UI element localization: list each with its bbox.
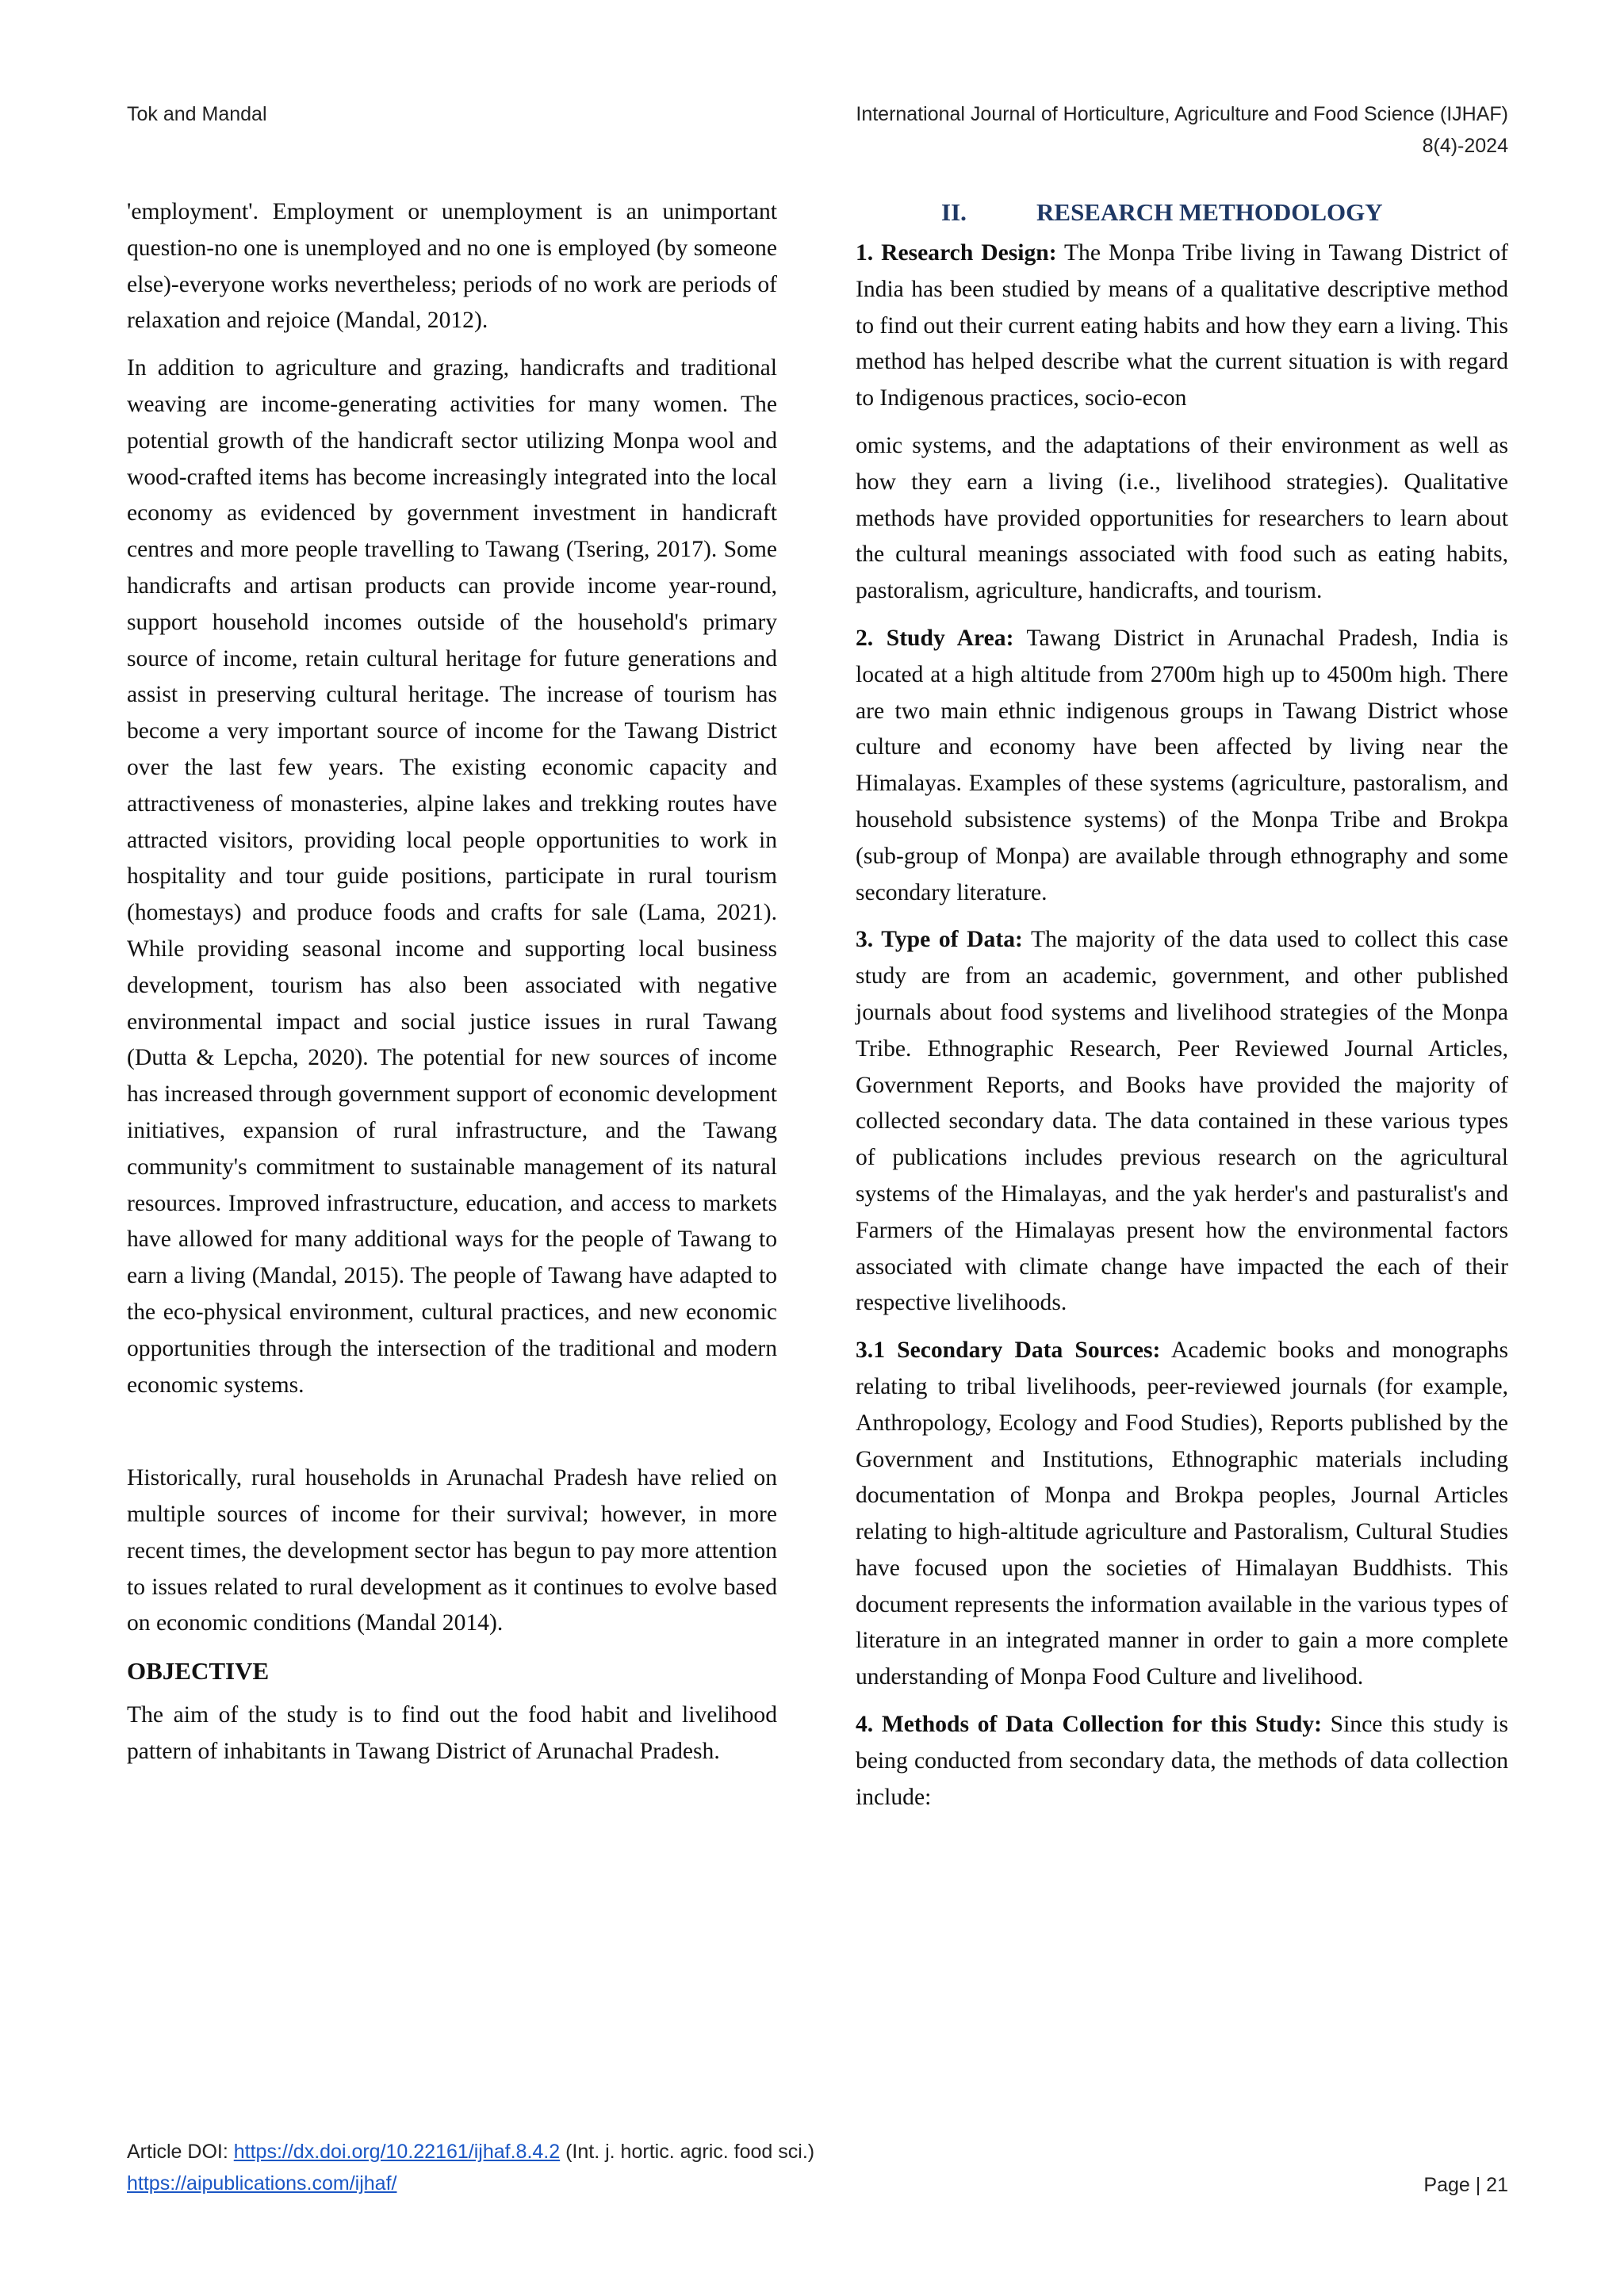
paragraph (856, 621, 1508, 911)
paragraph-text: Academic books and monographs relating to tribal livelihoods, peer-reviewed journals (for example, Anthropology, Ecology and Food Studies), Reports published by the Government and Institutions, Ethnographic materials including documentation of Monpa and Brokpa peoples, Journal Articles relating to high-altitude agriculture and Pastoralism, Cultural Studies have focused upon the societies of Himalayan Buddhists. This document represents the information available in the various types of literature in an integrated manner in order to gain a more complete understanding of Monpa Food Culture and livelihood. (856, 1337, 1508, 1690)
page-footer (127, 2136, 814, 2199)
paragraph: The aim of the study is to find out the food habit and livelihood pattern of inhabitants in Tawang District of Arunachal Pradesh. (127, 1702, 777, 1765)
subsection-label: 3.1 Secondary Data Sources: (856, 1337, 1161, 1364)
journal-name: International Journal of Horticulture, Agriculture and Food Science (IJHAF) (856, 103, 1508, 125)
paragraph-text: The majority of the data used to collect this case study are from an academic, government, and other published journals about food systems and livelihood strategies of the Monpa Tribe. Ethnographic Research, Peer Reviewed Journal Articles, Government Reports, and Books have provided the majority of collected secondary data. The data contained in these various types of publications includes previous research on the agricultural systems of the Himalayas, and the yak herder's and pasturalist's and Farmers of the Himalayas present how the environmental factors associated with climate change have impacted the each of their respective livelihoods. (856, 927, 1508, 1316)
paragraph: Historically, rural households in Arunachal Pradesh have relied on multiple sources of income for their survival; however, in more recent times, the development sector has begun to pay more attention to issues related to rural development as it continues to evolve based on economic conditions (Mandal 2014). (127, 1465, 777, 1636)
running-head-authors: Tok and Mandal (127, 103, 267, 125)
left-column (127, 194, 777, 1781)
journal-abbrev: (Int. j. hortic. agric. food sci.) (560, 2141, 815, 2163)
paragraph (856, 235, 1508, 417)
doi-label: Article DOI: (127, 2141, 234, 2163)
paragraph: In addition to agriculture and grazing, handicrafts and traditional weaving are income-generating activities for many women. The potential growth of the handicraft sector utilizing Monpa wool and wood-crafted items has become increasingly integrated into the local economy as evidenced by government investment in handicraft centres and more people travelling to Tawang (Tsering, 2017). Some handicrafts and artisan products can provide income year-round, support household incomes outside of the household's primary source of income, retain cultural heritage for future generations and assist in preserving cultural heritage. The increase of tourism has become a very important source of income for the Tawang District over the last few years. The existing economic capacity and attractiveness of monasteries, alpine lakes and trekking routes have attracted visitors, providing local people opportunities to work in hospitality and tour guide positions, participate in rural tourism (homestays) and produce foods and crafts for sale (Lama, 2021). While providing seasonal income and supporting local business development, tourism has also been associated with negative environmental impact and social justice issues in rural Tawang (Dutta & Lepcha, 2020). The potential for new sources of income has increased through government support of economic development initiatives, expansion of rural infrastructure, and the Tawang community's commitment to sustainable management of its natural resources. Improved infrastructure, education, and access to markets have allowed for many additional ways for the people of Tawang to earn a living (Mandal, 2015). The people of Tawang have adapted to the eco-physical environment, cultural practices, and new economic opportunities through the intersection of the traditional and modern economic systems. (127, 355, 777, 1398)
paragraph-text: Since this study is being conducted from secondary data, the methods of data collection include: (856, 1712, 1509, 1810)
paragraph-spacer (127, 1414, 777, 1460)
page-number: Page | 21 (1423, 2174, 1508, 2196)
doi-line (127, 2136, 814, 2168)
subsection-label: 2. Study Area: (856, 625, 1014, 651)
subsection-label: 4. Methods of Data Collection for this Study: (856, 1712, 1322, 1738)
paragraph (856, 922, 1508, 1322)
paragraph (856, 1707, 1508, 1816)
section-number: II. (941, 198, 967, 226)
journal-issue: 8(4)-2024 (1422, 135, 1508, 157)
paragraph: 'employment'. Employment or unemployment is an unimportant question-no one is unemployed and no one is employed (by someone else)-everyone works nevertheless; periods of no work are periods of relaxation and rejoice (Mandal, 2012). (127, 199, 777, 334)
subsection-label: 3. Type of Data: (856, 927, 1023, 953)
running-head-journal (636, 98, 1508, 162)
paragraph-text: Tawang District in Arunachal Pradesh, India is located at a high altitude from 2700m high up to 4500m high. There are two main ethnic indigenous groups in Tawang District whose culture and economy have been affected by living near the Himalayas. Examples of these systems (agriculture, pastoralism, and household subsistence systems) of the Monpa Tribe and Brokpa (sub-group of Monpa) are available through ethnography and some secondary literature. (856, 625, 1508, 905)
doi-link[interactable]: https://dx.doi.org/10.22161/ijhaf.8.4.2 (233, 2141, 561, 2163)
subsection-label: 1. Research Design: (856, 240, 1057, 266)
objective-heading: OBJECTIVE (127, 1657, 270, 1686)
paragraph-text: The Monpa Tribe living in Tawang District of India has been studied by means of a qualitative descriptive method to find out their current eating habits and how they earn a living. This method has helped describe what the current situation is with regard to Indigenous practices, socio-econ (856, 240, 1509, 411)
section-title: RESEARCH METHODOLOGY (1036, 198, 1383, 226)
journal-site-link[interactable]: https://aipublications.com/ijhaf/ (127, 2172, 397, 2195)
paragraph (856, 1333, 1508, 1696)
site-line (127, 2168, 814, 2199)
right-column (856, 194, 1508, 1827)
paragraph: omic systems, and the adaptations of their environment as well as how they earn a living (i.e., livelihood strategies). Qualitative methods have provided opportunities for researchers to learn about the cultural meanings associated with food such as eating habits, pastoralism, agriculture, handicrafts, and tourism. (856, 432, 1508, 604)
section-heading (856, 194, 1508, 231)
